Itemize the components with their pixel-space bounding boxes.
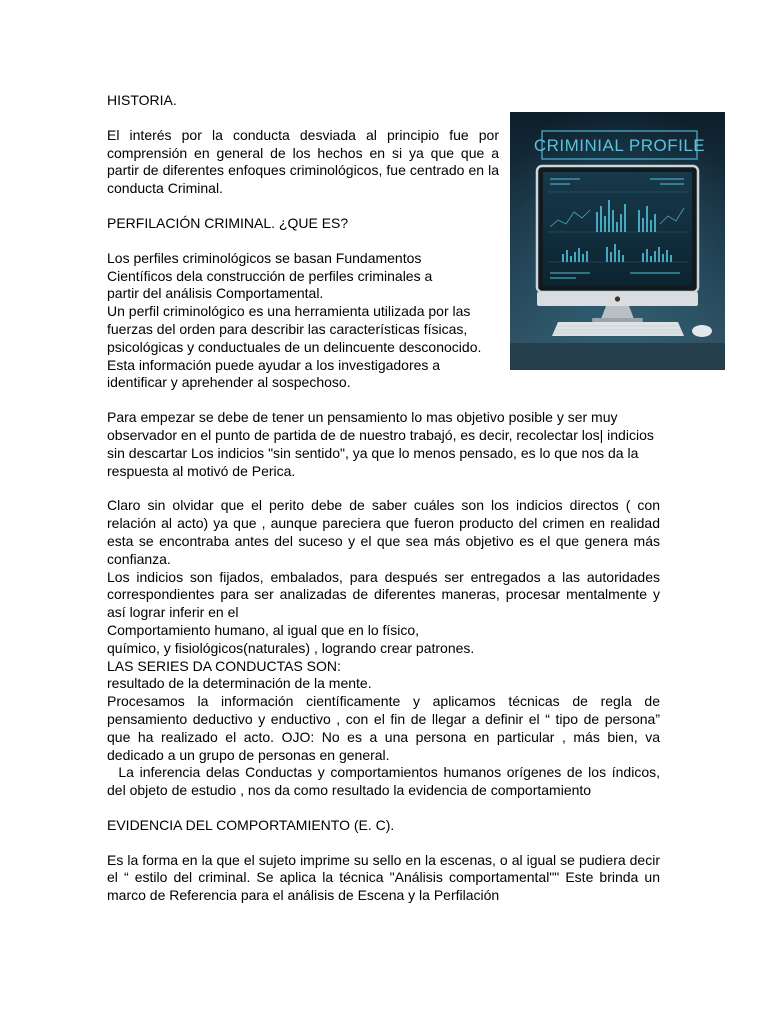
inferencia-paragraph: La inferencia delas Conductas y comportamientos humanos orígenes de los índicos, del objeto de estudio , nos da como resultado la evidencia de comportamiento bbox=[107, 764, 664, 799]
desk bbox=[510, 343, 725, 370]
criminal-profile-image bbox=[510, 112, 725, 370]
quimico-line: químico, y fisiológicos(naturales) , logrando crear patrones. bbox=[107, 639, 475, 656]
perfiles-line: Científicos dela construcción de perfiles criminales a bbox=[107, 267, 433, 284]
heading-perfilacion: PERFILACIÓN CRIMINAL. ¿QUE ES? bbox=[107, 214, 349, 231]
procesamos-paragraph: Procesamos la información científicamente y aplicamos técnicas de regla de pensamiento deductivo y enductivo , con el fin de llegar a definir el “ tipo de persona” que ha realizado el acto. OJO: No es a una persona en particular , más bien, va dedicado a un grupo de personas en general. bbox=[107, 693, 660, 763]
claro-block bbox=[107, 497, 664, 800]
keyboard bbox=[552, 322, 684, 336]
monitor-stand bbox=[601, 306, 634, 319]
criminal-profile-illustration bbox=[510, 112, 725, 370]
comportamiento-line: Comportamiento humano, al igual que en lo físico, bbox=[107, 621, 420, 638]
perfiles-line: partir del análisis Comportamental. bbox=[107, 285, 324, 302]
claro-paragraph: Claro sin olvidar que el perito debe de saber cuáles son los indicios directos ( con relación al acto) ya que , aunque pareciera que fueron producto del crimen en realidad esta se encontraba antes del suceso y el que sea más objetivo es el que genera más confianza. bbox=[107, 497, 660, 567]
es-la-forma-paragraph: Es la forma en la que el sujeto imprime su sello en la escenas, o al igual se pudiera decir el “ estilo del criminal. Se aplica la técnica "Análisis comportamental"" Este brinda un marco de Referencia para el análisis de Escena y la Perfilación bbox=[107, 851, 660, 904]
apple-logo-icon bbox=[615, 296, 620, 301]
empezar-paragraph: Para empezar se debe de tener un pensamiento lo mas objetivo posible y ser muy observador en el punto de partida de de nuestro trabajó, es decir, recolectar los| indicios sin descartar Los indicios "sin sentido", ya que lo menos pensado, es lo que nos da la respuesta al motivó de Perica. bbox=[107, 409, 654, 479]
perfil-paragraph: Un perfil criminológico es una herramienta utilizada por las fuerzas del orden para describir las características físicas, psicológicas y conductuales de un delincuente desconocido. Esta información puede ayudar a los investigadores a identificar y aprehender al sospechoso. bbox=[107, 303, 482, 391]
heading-evidencia: EVIDENCIA DEL COMPORTAMIENTO (E. C). bbox=[107, 816, 395, 833]
perfiles-line: Los perfiles criminológicos se basan Fundamentos bbox=[107, 249, 422, 266]
mouse bbox=[692, 325, 712, 337]
indicios-paragraph: Los indicios son fijados, embalados, para después ser entregados a las autoridades correspondientes para ser analizadas de diferentes maneras, procesar mentalmente y así lograr inferir en el bbox=[107, 568, 660, 621]
series-heading: LAS SERIES DA CONDUCTAS SON: bbox=[107, 657, 341, 674]
image-title: CRIMINIAL PROFILE bbox=[533, 136, 706, 155]
heading-historia: HISTORIA. bbox=[107, 92, 177, 108]
resultado-line: resultado de la determinación de la mente. bbox=[107, 675, 372, 692]
historia-paragraph: El interés por la conducta desviada al principio fue por comprensión en general de los hechos en si ya que que a partir de diferentes enfoques criminológicos, fue centrado en la conducta Criminal. bbox=[107, 126, 499, 197]
